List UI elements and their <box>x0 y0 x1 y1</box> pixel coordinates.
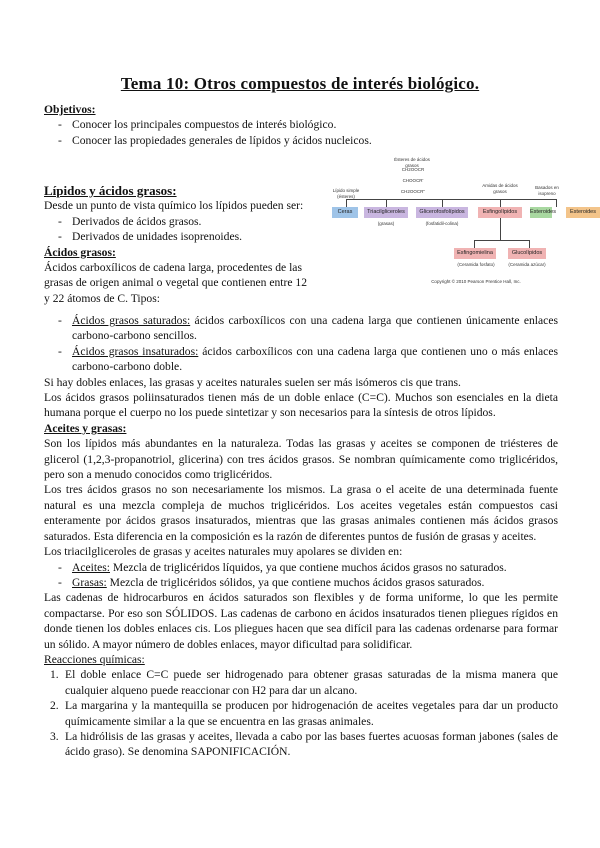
diagram-label: Amidas de ácidos grasos <box>482 183 518 194</box>
lipidos-section <box>44 183 324 306</box>
aceites-paragraph: Los triacilgliceroles de grasas y aceites naturales muy apolares se dividen en: <box>44 545 403 559</box>
acidos-intro-line: Ácidos carboxílicos de cadena larga, procedentes de las <box>44 261 302 275</box>
saturados-text: ácidos carboxílicos con una cadena larga que contienen únicamente enlaces carbono-carbono sencillos. <box>72 314 558 343</box>
reaccion-text: El doble enlace C=C puede ser hidrogenado para obtener grasas saturadas de la misma manera que cualquier alqueno puede reaccionar con H2 para dar un alcano. <box>65 668 558 697</box>
objetivo-item: - Conocer los principales compuestos de interés biológico. <box>44 117 558 132</box>
objetivos-heading: Objetivos: <box>44 103 96 116</box>
acidos-heading: Ácidos grasos: <box>44 245 116 259</box>
insaturados-text: ácidos carboxílicos con una cadena larga que contienen uno o más enlaces carbono-carbono doble. <box>72 344 558 374</box>
diagram-label: Ésteres de ácidos grasos <box>394 157 430 168</box>
aceites-heading: Aceites y grasas: <box>44 421 127 435</box>
acidos-paragraph: Si hay dobles enlaces, las grasas y aceites naturales suelen ser más isómeros cis que trans. <box>44 375 461 389</box>
lipidos-item: - Derivados de ácidos grasos. <box>44 214 324 229</box>
aceites-paragraph: Los tres ácidos grasos no son necesariamente los mismos. La grasa o el aceite de una determinada fuente natural es una mezcla compleja de muchos triglicéridos. Los aceites vegetales están compuestos casi enteramente por ácidos grasos insaturados, mientras que las grasas animales contienen más ácidos grasos saturados. Esta diferencia en la composición es la razón de diferentes puntos de fusión de grasas y aceites. <box>44 483 558 543</box>
diagram-label: (Ceramida azúcar) <box>508 262 546 267</box>
saturados-item <box>44 313 558 344</box>
saturados-label: Ácidos grasos saturados: <box>72 314 191 327</box>
lipidos-item: - Derivados de unidades isoprenoides. <box>44 229 324 244</box>
reaccion-item <box>44 667 558 698</box>
reaccion-text: La margarina y la mantequilla se producen por hidrogenación de aceites vegetales para dar un producto químicamente similar a la que se encuentra en las grasas animales. <box>65 699 558 728</box>
aceites-paragraph: Las cadenas de hidrocarburos en ácidos saturados son flexibles y de forma uniforme, lo que les permite compactarse. Por eso son SÓLIDOS. Las cadenas de carbono en ácidos insaturados tienen pliegues rígidos en donde tienen los dobles enlaces cis. Los pliegues hacen que sea difícil para las cadenas ordenarse para formar un sólido. A mayor número de dobles enlaces, mayor dificultad para solidificar. <box>44 591 558 651</box>
objetivos-section <box>44 102 558 148</box>
diagram-box-glucolipidos: Glucolípidos <box>508 248 546 259</box>
grasas-item <box>44 575 558 590</box>
lipid-classification-diagram <box>330 155 600 290</box>
diagram-label: (fosfatidil-colina) <box>425 221 459 226</box>
diagram-box-glicerofosfolipidos: Glicerofosfolípidos <box>416 207 468 218</box>
grasas-text: Mezcla de triglicéridos sólidos, ya que contiene muchos ácidos grasos saturados. <box>106 575 485 589</box>
aceites-item <box>44 560 558 575</box>
diagram-box-triacilgliceroles: Triacilgliceroles <box>364 207 408 218</box>
diagram-label: Basados en isopreno <box>535 185 559 196</box>
aceites-label: Aceites: <box>72 560 110 574</box>
diagram-label: (grasas) <box>377 221 395 226</box>
acidos-intro-line: grasas de origen animal o vegetal que contienen entre 12 <box>44 276 308 290</box>
diagram-box-esfingomielina: Esfingomielina <box>454 248 496 259</box>
reaccion-item <box>44 729 558 760</box>
diagram-box-esteroides-2: Esteroides <box>566 207 600 218</box>
insaturados-item <box>44 344 558 375</box>
page-title: Tema 10: Otros compuestos de interés biológico. <box>120 74 480 93</box>
aceites-paragraph: Son los lípidos más abundantes en la naturaleza. Todas las grasas y aceites se componen de triésteres de glicerol (1,2,3-propanotriol, glicerina) con tres ácidos grasos. Se nombran químicamente como triglicéridos, pero son a menudo conocidos como triglicéridos. <box>44 437 558 482</box>
acidos-paragraph: Los ácidos grasos poliinsaturados tienen más de un doble enlace (C=C). Muchos son esenciales en la dieta humana porque el cuerpo no los puede sintetizar y son necesarios para la síntesis de otros lípidos. <box>44 391 558 420</box>
diagram-label: CH2OOCR <box>401 167 425 172</box>
grasas-label: Grasas: <box>72 575 107 589</box>
diagram-label: CH2OOCR'' <box>400 189 426 194</box>
reaccion-item <box>44 698 558 729</box>
acidos-section <box>44 313 558 760</box>
reaccion-text: La hidrólisis de las grasas y aceites, llevada a cabo por las bases fuertes acuosas forman jabones (sales de ácido graso). Se denomina SAPONIFICACIÓN. <box>65 729 558 759</box>
diagram-label: (Ceramida fosfato) <box>457 262 495 267</box>
diagram-box-ceras: Ceras <box>332 207 358 218</box>
reaccion-number: 1. <box>50 668 59 682</box>
insaturados-label: Ácidos grasos insaturados: <box>72 344 199 358</box>
diagram-label: CHOOCR' <box>402 178 424 183</box>
acidos-intro-line: y 22 átomos de C. Tipos: <box>44 291 160 305</box>
diagram-box-esteroides: Esteroides <box>530 207 552 218</box>
diagram-copyright: Copyright © 2010 Pearson Prentice Hall, Inc. <box>431 279 521 284</box>
reaccion-number: 2. <box>50 699 59 713</box>
lipidos-heading: Lípidos y ácidos grasos: <box>44 183 177 198</box>
diagram-box-esfingolipidos: Esfingolípidos <box>478 207 522 218</box>
reacciones-heading: Reacciones químicas: <box>44 652 145 666</box>
objetivo-item: - Conocer las propiedades generales de lípidos y ácidos nucleicos. <box>44 133 558 148</box>
reaccion-number: 3. <box>50 729 59 743</box>
aceites-text: Mezcla de triglicéridos líquidos, ya que contiene muchos ácidos grasos no saturados. <box>110 560 507 574</box>
diagram-label: Lípido simple (ésteres) <box>332 188 360 199</box>
lipidos-intro: Desde un punto de vista químico los lípidos pueden ser: <box>44 199 304 213</box>
